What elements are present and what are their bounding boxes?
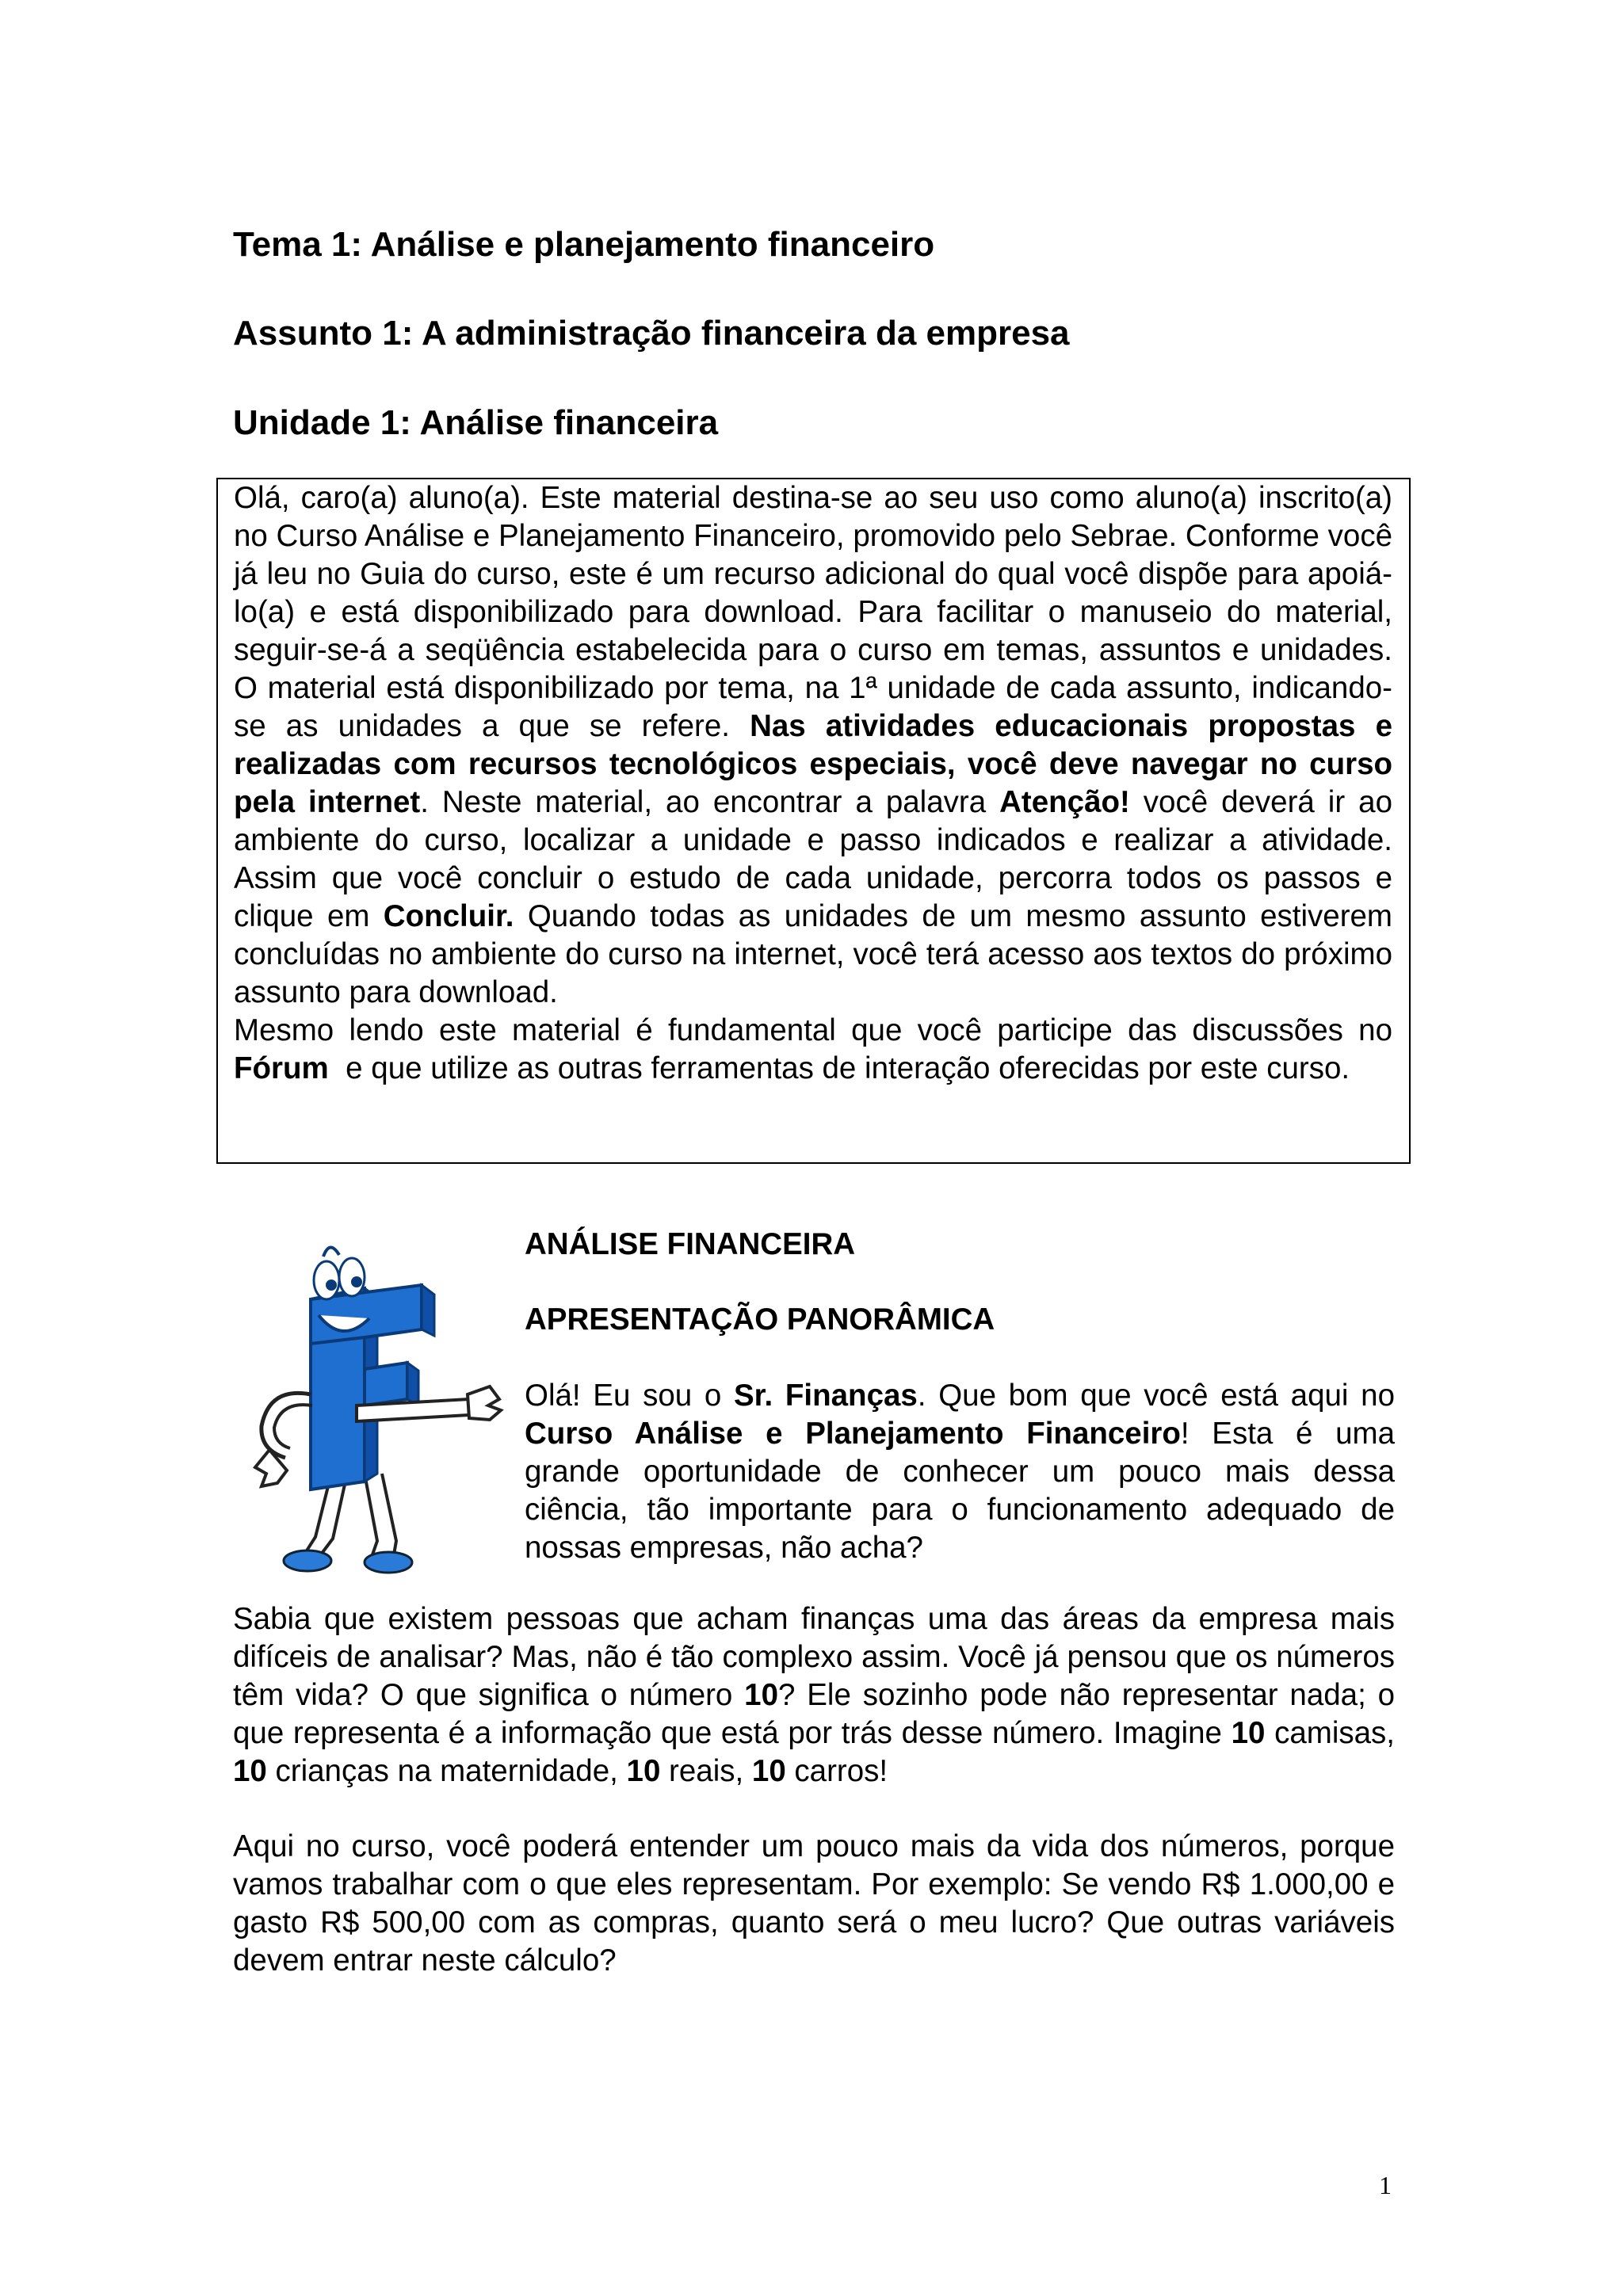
- number-emphasis: 10: [233, 1754, 267, 1788]
- number-emphasis: 10: [626, 1754, 661, 1788]
- body-text: camisas,: [1265, 1716, 1396, 1750]
- greeting-text: Olá! Eu sou o: [525, 1379, 734, 1413]
- body-text: reais,: [660, 1754, 752, 1788]
- greeting-paragraph: [525, 1377, 1395, 1567]
- mascot-name: Sr. Finanças: [733, 1379, 918, 1413]
- concluir-keyword: Concluir.: [383, 899, 514, 933]
- unidade-heading: Unidade 1: Análise financeira: [233, 403, 719, 442]
- number-emphasis: 10: [744, 1678, 778, 1712]
- section-title: ANÁLISE FINANCEIRA: [525, 1227, 856, 1261]
- page-number: 1: [1379, 2171, 1392, 2199]
- intro-paragraph: [234, 479, 1392, 1012]
- body-text: ? Ele sozinho pode não representar nada; o que representa é a informação que está por trás desse número. Imagine: [233, 1678, 1395, 1750]
- section-subtitle: APRESENTAÇÃO PANORÂMICA: [525, 1302, 995, 1337]
- mr-financas-mascot-icon: [238, 1236, 507, 1577]
- body-text: carros!: [785, 1754, 888, 1788]
- intro-bold-text: Nas atividades educacionais propostas e realizadas com recursos tecnológicos especiais, você deve navegar no curso pela internet: [234, 709, 1392, 819]
- course-name: Curso Análise e Planejamento Financeiro: [525, 1417, 1181, 1451]
- intro-text: você deverá ir ao ambiente do curso, localizar a unidade e passo indicados e realizar a atividade. Assim que você concluir o estudo de cada unidade, percorra todos os passos e clique em: [234, 785, 1392, 933]
- greeting-text: ! Esta é uma grande oportunidade de conhecer um pouco mais dessa ciência, tão importante para o funcionamento adequado de nossas empresas, não acha?: [525, 1417, 1395, 1565]
- intro-text: Quando todas as unidades de um mesmo assunto estiverem concluídas no ambiente do curso na internet, você terá acesso aos textos do próximo assunto para download.: [234, 899, 1393, 1009]
- tema-heading: Tema 1: Análise e planejamento financeiro: [233, 225, 935, 264]
- body-paragraph: Aqui no curso, você poderá entender um pouco mais da vida dos números, porque vamos trabalhar com o que eles representam. Por exemplo: Se vendo R$ 1.000,00 e gasto R$ 500,00 com as compras, quanto será o meu lucro? Que outras variáveis devem entrar neste cálculo?: [233, 1829, 1395, 1978]
- forum-keyword: Fórum: [234, 1051, 329, 1085]
- body-text: crianças na maternidade,: [266, 1754, 627, 1788]
- number-emphasis: 10: [751, 1754, 786, 1788]
- body-text: Sabia que existem pessoas que acham finanças uma das áreas da empresa mais difíceis de analisar? Mas, não é tão complexo assim. Você já pensou que os números têm vida? O que significa o número: [233, 1602, 1395, 1712]
- intro-text: . Neste material, ao encontrar a palavra: [420, 785, 1000, 819]
- atencao-keyword: Atenção!: [999, 785, 1130, 819]
- intro-notice-box: [216, 478, 1411, 1164]
- intro-paragraph-forum: [234, 1012, 1392, 1088]
- intro-text: Olá, caro(a) aluno(a). Este material destina-se ao seu uso como aluno(a) inscrito(a) no Curso Análise e Planejamento Financeiro, promovido pelo Sebrae. Conforme você já leu no Guia do curso, este é um recurso adicional do qual você dispõe para apoiá-lo(a) e está disponibilizado para download. Para facilitar o manuseio do material, seguir-se-á a seqüência estabelecida para o curso em temas, assuntos e unidades. O material está disponibilizado por tema, na 1ª unidade de cada assunto, indicando-se as unidades a que se refere.: [234, 481, 1392, 743]
- intro-text: Mesmo lendo este material é fundamental que você participe das discussões no: [234, 1013, 1392, 1047]
- number-emphasis: 10: [1231, 1716, 1266, 1750]
- assunto-heading: Assunto 1: A administração financeira da empresa: [233, 314, 1070, 353]
- intro-text: e que utilize as outras ferramentas de interação oferecidas por este curso.: [328, 1051, 1350, 1085]
- greeting-text: . Que bom que você está aqui no: [917, 1379, 1395, 1413]
- body-paragraph: [233, 1600, 1395, 1791]
